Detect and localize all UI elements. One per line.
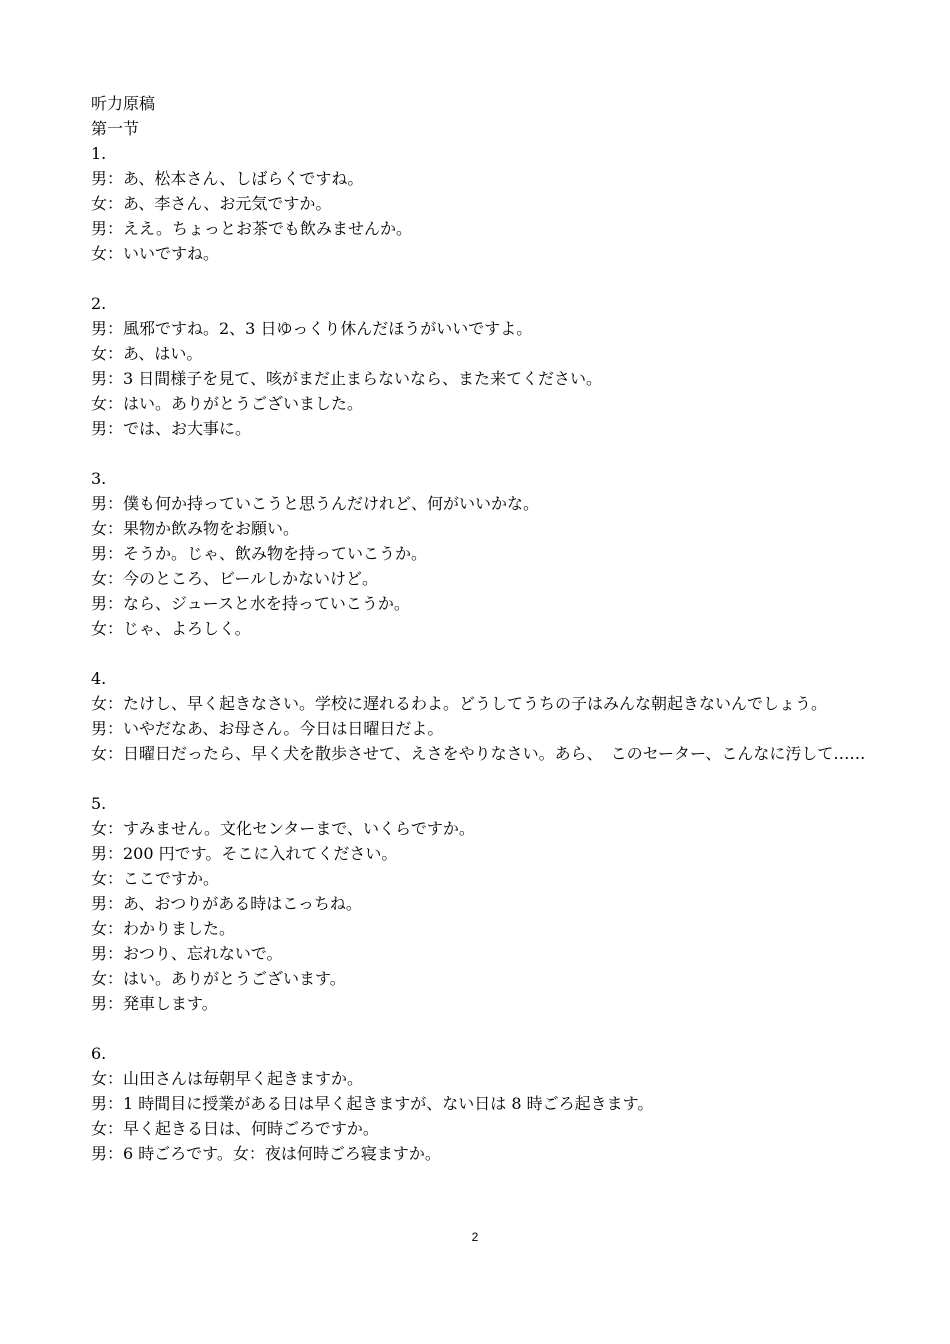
dialogue-line: 女：じゃ、よろしく。 — [91, 619, 251, 638]
dialogue-line: 女：いいですね。 — [91, 244, 220, 263]
dialogue-line: 女：はい。ありがとうございます。 — [91, 969, 346, 988]
dialogue-line: 男：ええ。ちょっとお茶でも飲みませんか。 — [91, 219, 412, 238]
item-number: 4. — [91, 669, 107, 688]
dialogue-line: 女：わかりました。 — [91, 919, 236, 938]
item-number: 6. — [91, 1044, 107, 1063]
dialogue-line: 男：いやだなあ、お母さん。今日は日曜日だよ。 — [91, 719, 444, 738]
dialogue-line: 女：ここですか。 — [91, 869, 220, 888]
blank-line — [91, 641, 866, 666]
item-number: 5. — [91, 794, 107, 813]
dialogue-line: 女：早く起きる日は、何時ごろですか。 — [91, 1119, 379, 1138]
dialogue-line: 男：風邪ですね。2、3 日ゆっくり休んだほうがいいですよ。 — [91, 319, 533, 338]
dialogue-line: 男：3 日間様子を見て、咳がまだ止まらないなら、また来てください。 — [91, 369, 602, 388]
dialogue-line: 女：山田さんは毎朝早く起きますか。 — [91, 1069, 364, 1088]
dialogue-line: 男：では、お大事に。 — [91, 419, 252, 438]
transcript-body — [91, 91, 866, 1166]
blank-line — [91, 766, 866, 791]
dialogue-line: 男：1 時間目に授業がある日は早く起きますが、ない日は 8 時ごろ起きます。 — [91, 1094, 654, 1113]
document-title: 听力原稿 — [91, 94, 156, 113]
dialogue-line: 男：そうか。じゃ、飲み物を持っていこうか。 — [91, 544, 428, 563]
dialogue-line: 男：あ、おつりがある時はこっちね。 — [91, 894, 362, 913]
item-number: 1. — [91, 144, 107, 163]
item-number: 2. — [91, 294, 107, 313]
dialogue-line: 女：日曜日だったら、早く犬を散歩させて、えさをやりなさい。あら、 このセーター、こんなに汚して‥‥‥ — [91, 744, 866, 763]
blank-line — [91, 1016, 866, 1041]
page-number: 2 — [471, 1230, 479, 1244]
dialogue-line: 女：たけし、早く起きなさい。学校に遅れるわよ。どうしてうちの子はみんな朝起きないんでしょう。 — [91, 694, 828, 713]
dialogue-line: 男：200 円です。そこに入れてください。 — [91, 844, 398, 863]
dialogue-line: 女：あ、はい。 — [91, 344, 203, 363]
dialogue-line: 男：発車します。 — [91, 994, 218, 1013]
dialogue-line: 女：すみません。文化センターまで、いくらですか。 — [91, 819, 475, 838]
blank-line — [91, 441, 866, 466]
blank-line — [91, 266, 866, 291]
dialogue-line: 女：果物か飲み物をお願い。 — [91, 519, 300, 538]
dialogue-line: 男：なら、ジュースと水を持っていこうか。 — [91, 594, 410, 613]
dialogue-line: 女：はい。ありがとうございました。 — [91, 394, 364, 413]
dialogue-line: 男：6 時ごろです。女：夜は何時ごろ寝ますか。 — [91, 1144, 441, 1163]
section-heading: 第一节 — [91, 119, 140, 138]
dialogue-line: 男：あ、松本さん、しばらくですね。 — [91, 169, 364, 188]
dialogue-line: 女：今のところ、ビールしかないけど。 — [91, 569, 379, 588]
item-number: 3. — [91, 469, 107, 488]
dialogue-line: 男：僕も何か持っていこうと思うんだけれど、何がいいかな。 — [91, 494, 540, 513]
dialogue-line: 女：あ、李さん、お元気ですか。 — [91, 194, 332, 213]
dialogue-line: 男：おつり、忘れないで。 — [91, 944, 283, 963]
